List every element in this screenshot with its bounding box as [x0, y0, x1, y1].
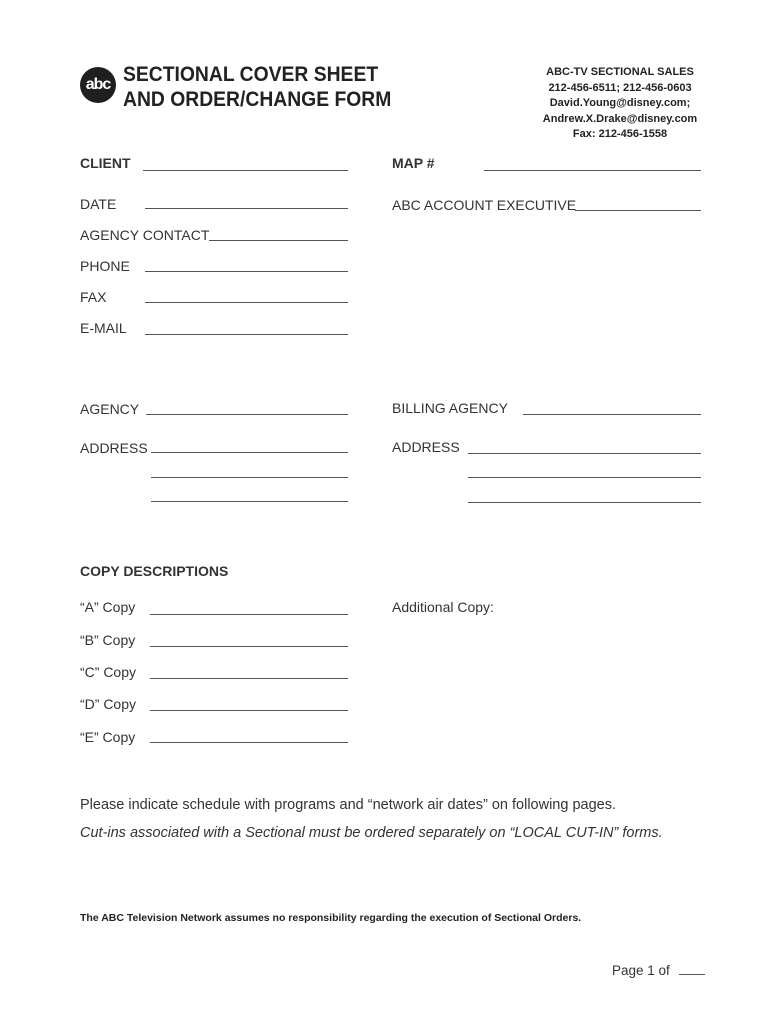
billing-address-line-1[interactable] [468, 453, 701, 454]
fax-label: FAX [80, 289, 107, 305]
copy-b-field[interactable] [150, 646, 348, 647]
page-total-field[interactable] [679, 974, 705, 975]
copy-c-label: “C” Copy [80, 664, 137, 680]
sales-dept: ABC-TV SECTIONAL SALES [546, 66, 694, 78]
date-label: DATE [80, 196, 117, 212]
email-field[interactable] [145, 334, 348, 335]
form-title-line1: SECTIONAL COVER SHEET [123, 63, 379, 86]
phone-label: PHONE [80, 258, 130, 274]
billing-agency-field[interactable] [523, 414, 701, 415]
phone-field[interactable] [145, 271, 348, 272]
copy-c-field[interactable] [150, 678, 348, 679]
copy-e-label: “E” Copy [80, 729, 136, 745]
sales-email-2: Andrew.X.Drake@disney.com [542, 112, 698, 125]
billing-address-line-2[interactable] [468, 477, 701, 478]
schedule-note: Please indicate schedule with programs and “network air dates” on following pages. [80, 797, 616, 813]
billing-agency-label: BILLING AGENCY [392, 400, 508, 416]
fax-field[interactable] [145, 302, 348, 303]
agency-address-line-1[interactable] [151, 452, 348, 453]
abc-logo: abc [80, 67, 116, 103]
map-label: MAP # [392, 155, 435, 171]
form-title-line2: AND ORDER/CHANGE FORM [123, 88, 392, 111]
agency-contact-field[interactable] [209, 240, 348, 241]
copy-descriptions-heading: COPY DESCRIPTIONS [80, 563, 229, 579]
agency-address-line-3[interactable] [151, 501, 348, 502]
account-executive-label: ABC ACCOUNT EXECUTIVE [392, 197, 577, 213]
cut-ins-note: Cut-ins associated with a Sectional must be ordered separately on “LOCAL CUT-IN” forms. [80, 825, 663, 841]
agency-contact-label: AGENCY CONTACT [80, 227, 210, 243]
email-label: E-MAIL [80, 320, 127, 336]
agency-address-label: ADDRESS [80, 440, 148, 456]
sales-fax: Fax: 212-456-1558 [572, 128, 668, 140]
client-label: CLIENT [80, 155, 131, 171]
agency-address-line-2[interactable] [151, 477, 348, 478]
account-executive-field[interactable] [575, 210, 701, 211]
agency-label: AGENCY [80, 401, 140, 417]
copy-b-label: “B” Copy [80, 632, 136, 648]
client-field[interactable] [143, 170, 348, 171]
disclaimer: The ABC Television Network assumes no responsibility regarding the execution of Sectional Orders. [80, 912, 582, 924]
copy-d-field[interactable] [150, 710, 348, 711]
copy-a-label: “A” Copy [80, 599, 136, 615]
billing-address-line-3[interactable] [468, 502, 701, 503]
additional-copy-label: Additional Copy: [392, 599, 494, 615]
page-number-label: Page 1 of [612, 963, 670, 978]
copy-d-label: “D” Copy [80, 696, 137, 712]
copy-a-field[interactable] [150, 614, 348, 615]
sales-phones: 212-456-6511; 212-456-0603 [548, 81, 692, 94]
map-field[interactable] [484, 170, 701, 171]
billing-address-label: ADDRESS [392, 439, 460, 455]
sales-contact-block [520, 65, 720, 143]
date-field[interactable] [145, 208, 348, 209]
agency-field[interactable] [146, 414, 348, 415]
copy-e-field[interactable] [150, 742, 348, 743]
sales-email-1: David.Young@disney.com; [549, 97, 691, 109]
